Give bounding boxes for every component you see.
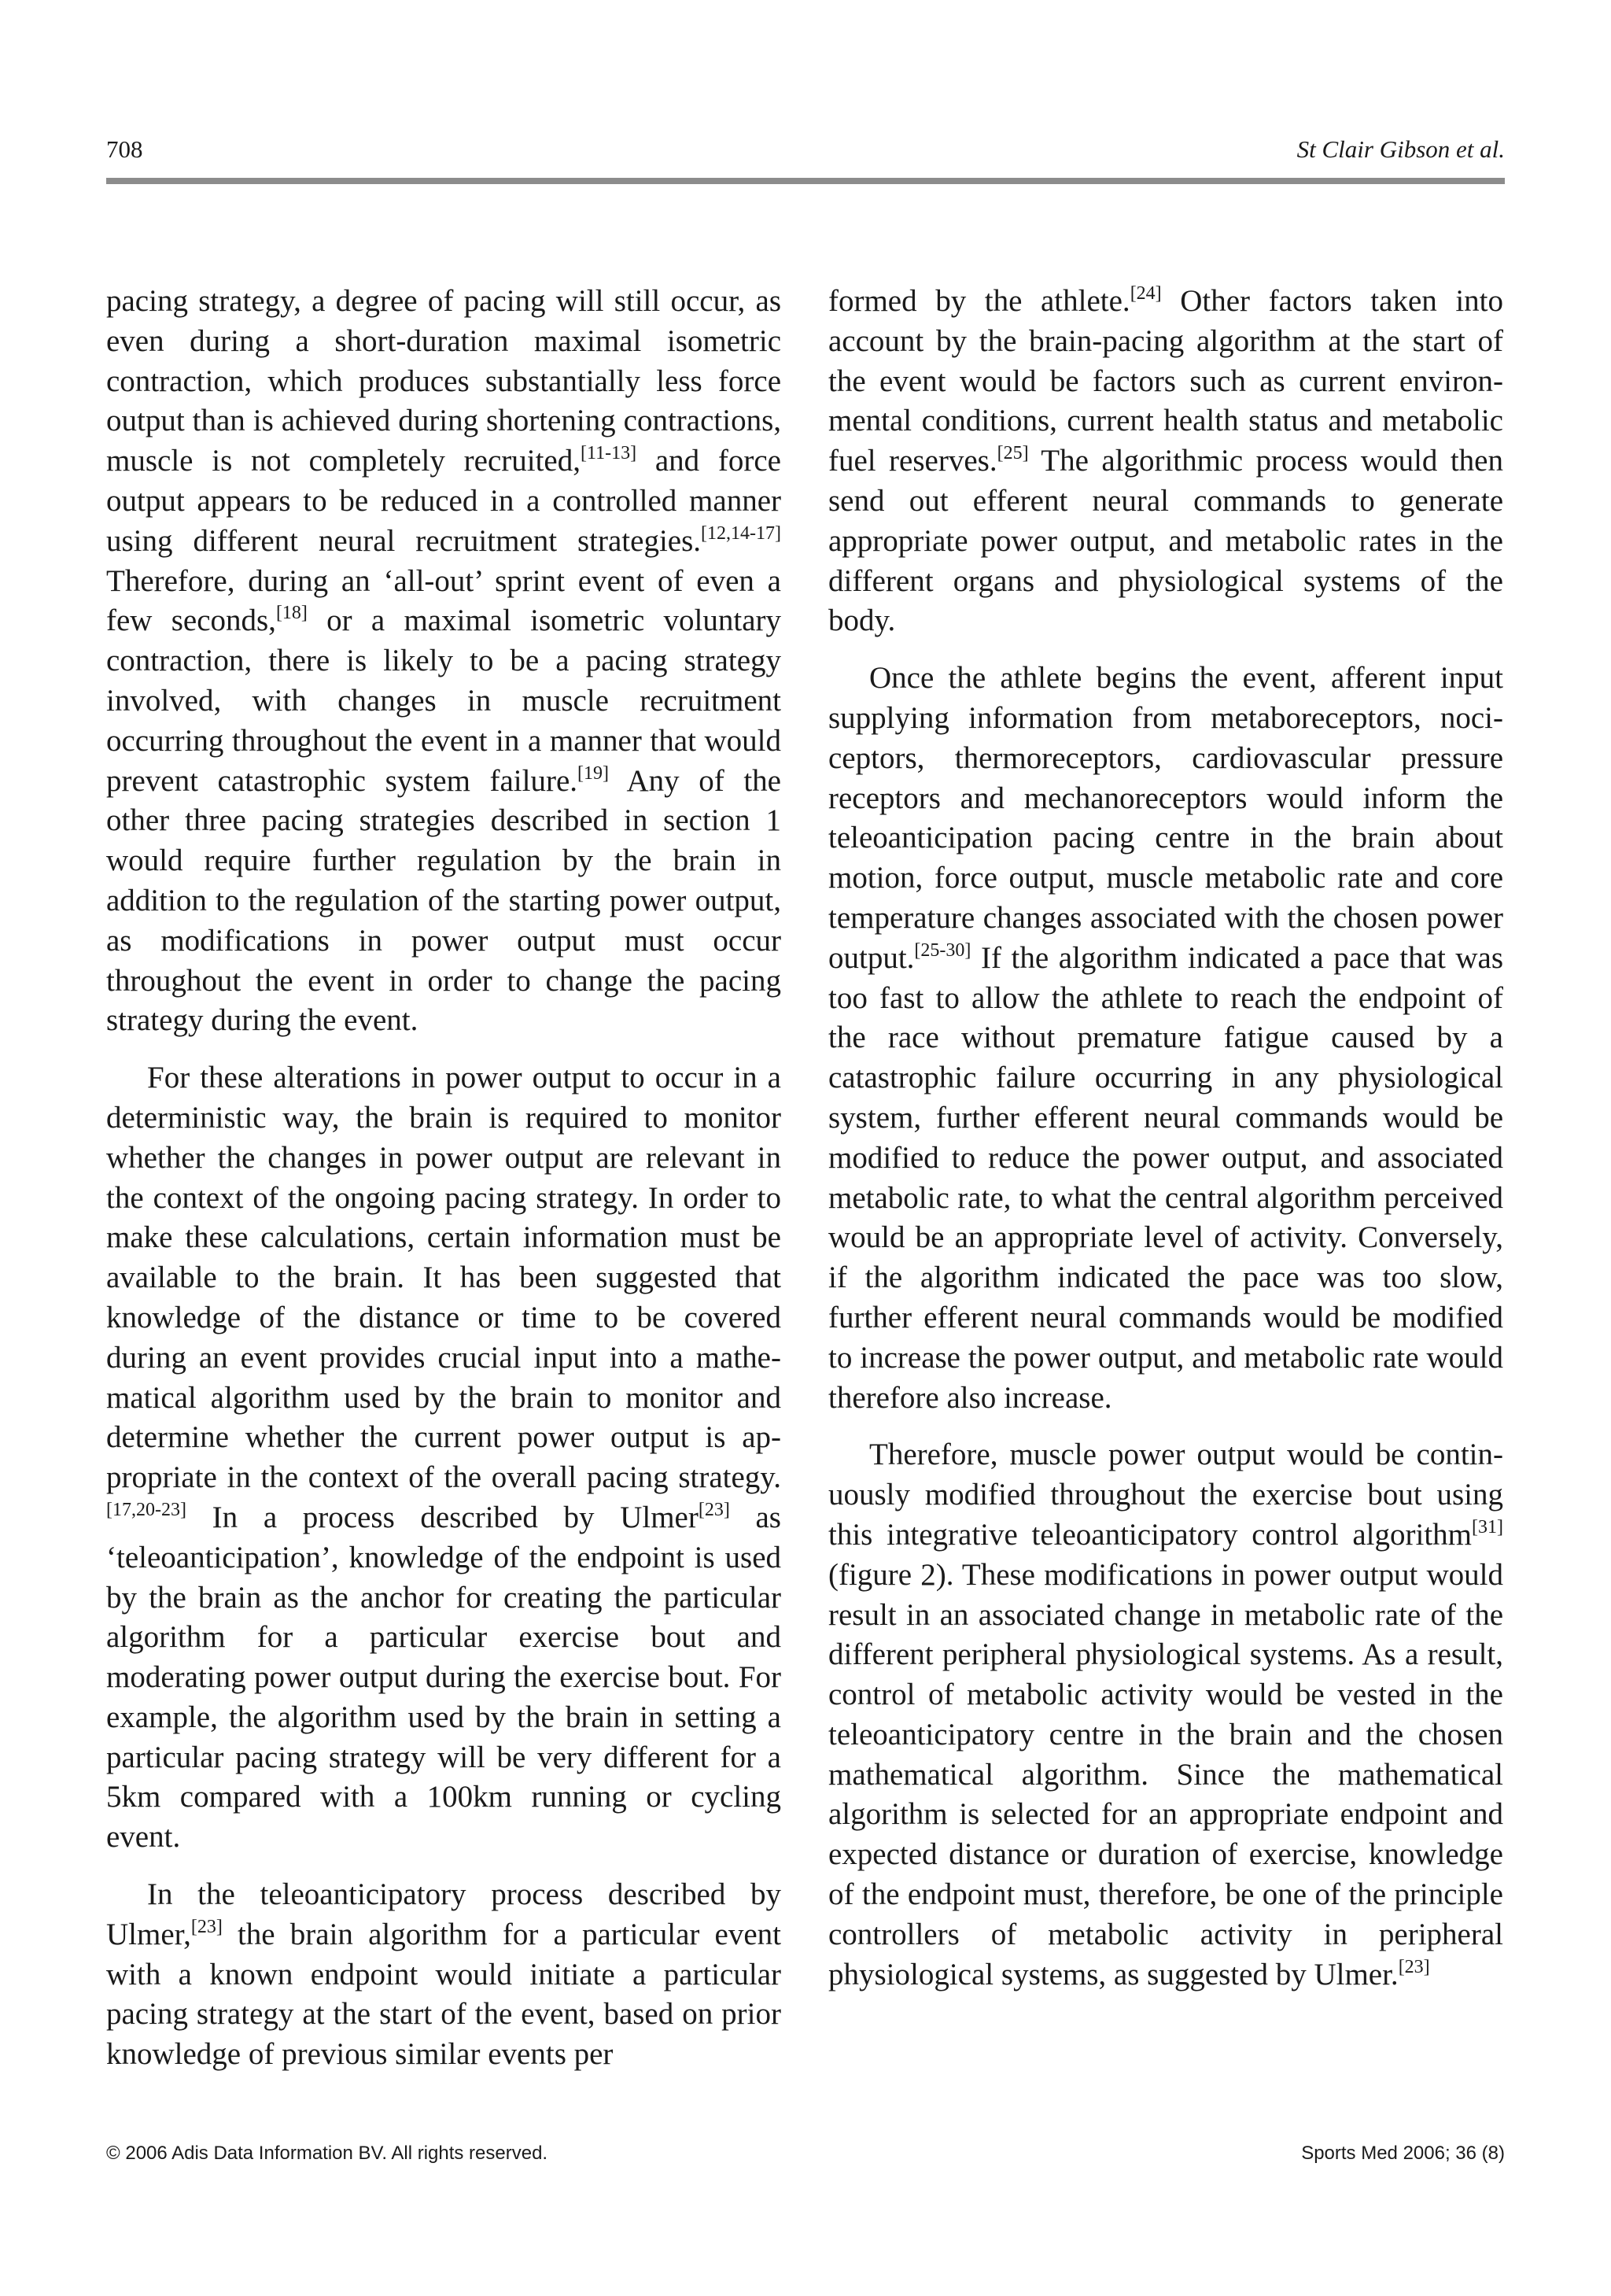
citation-ref: [31] [1472,1516,1503,1537]
header-rule [106,178,1505,184]
citation-ref: [18] [275,603,308,624]
citation-ref: [25-30] [914,939,971,961]
citation-ref: [25] [997,443,1029,464]
paragraph: formed by the athlete.[24] Other factors taken into account by the brain-pacing algorithm at the start of the event would be factors such as current environmental conditions, current health status and metabolic fuel reserves.[25] The algorithmic process would then send out efferent neural commands to generate appropriate power output, and metabolic rates in the different organs and physiological systems of the body. [828,283,1504,638]
left-column [106,282,781,2092]
citation-ref: [17,20-23] [106,1499,186,1520]
citation-ref: [23] [1398,1956,1430,1977]
running-author: St Clair Gibson et al. [1296,135,1505,163]
citation-ref: [11-13] [580,443,637,464]
citation-ref: [12,14-17] [701,522,781,544]
page-number: 708 [106,135,143,163]
right-column [828,282,1503,2012]
paragraph: pacing strategy, a degree of pacing will still occur, as even during a short-duration maximal isometric contraction, which produces substantially less force output than is achieved during shortening contractions, muscle is not completely recruited,[11-13] and force output appears to be reduced in a controlled manner using different neural recruitment strategies.[12,14-17] Therefore, during an ‘all-out’ sprint event of even a few seconds,[18] or a maximal isometric voluntary contraction, there is likely to be a pacing strategy involved, with changes in muscle recruitment occurring throughout the event in a manner that would prevent catastrophic system failure.[19] Any of the other three pacing strategies described in section 1 would require further regulation by the brain in addition to the regulation of the starting power output, as modifications in power output must occur throughout the event in order to change the pacing strategy during the event. [106,284,781,1038]
citation-ref: [23] [698,1499,730,1520]
citation-ref: [19] [577,762,610,784]
paragraph: Once the athlete begins the event, afferent input supplying information from metaboreceptors, nociceptors, thermoreceptors, cardiovascular pressure receptors and mechanoreceptors would inform the teleoanticipation pacing centre in the brain about motion, force output, muscle metabolic rate and core temperature changes associated with the chosen power output.[25-30] If the algorithm indicated a pace that was too fast to allow the athlete to reach the endpoint of the race without premature fatigue caused by a catastrophic failure occurring in any physiological system, further efferent neural commands would be modified to reduce the power output, and associated metabolic rate, to what the central algorithm perceived would be an appropriate level of activity. Conversely, if the algorithm indicated the pace was too slow, further efferent neural commands would be modified to increase the power output, and metabolic rate would therefore also increase. [828,661,1503,1415]
paragraph: Therefore, muscle power output would be continuously modified throughout the exercise bout using this integrative teleoanticipatory control algorithm[31] (figure 2). These modifications in power output would result in an associated change in metabolic rate of the different peripheral physiological systems. As a result, control of metabolic activity would be vested in the teleoanticipatory centre in the brain and the chosen mathematical algorithm. Since the mathematical algorithm is selected for an appropriate endpoint and expected distance or duration of exercise, knowledge of the endpoint must, therefore, be one of the principle controllers of metabolic activity in peripheral physiological systems, as suggested by Ulmer.[23] [828,1438,1503,1991]
footer-citation: Sports Med 2006; 36 (8) [1301,2143,1505,2164]
paragraph: For these alterations in power output to occur in a deterministic way, the brain is required to monitor whether the changes in power output are relevant in the context of the ongoing pacing strategy. In order to make these calculations, certain information must be available to the brain. It has been suggested that knowledge of the distance or time to be covered during an event provides crucial input into a mathematical algorithm used by the brain to monitor and determine whether the current power output is appropriate in the context of the overall pacing strategy.[17,20-23] In a process described by Ulmer[23] as ‘teleoanticipation’, knowledge of the endpoint is used by the brain as the anchor for creating the particular algorithm for a particular exercise bout and moderating power output during the exercise bout. For example, the algorithm used by the brain in setting a particular pacing strategy will be very different for a 5km compared with a 100km running or cycling event. [106,1061,781,1855]
footer-copyright: © 2006 Adis Data Information BV. All rights reserved. [106,2143,548,2164]
citation-ref: [23] [190,1916,223,1937]
citation-ref: [24] [1130,283,1162,304]
paragraph: In the teleoanticipatory process described by Ulmer,[23] the brain algorithm for a particular event with a known endpoint would initiate a particular pacing strategy at the start of the event, based on prior knowledge of previous similar events per [106,1877,781,2072]
